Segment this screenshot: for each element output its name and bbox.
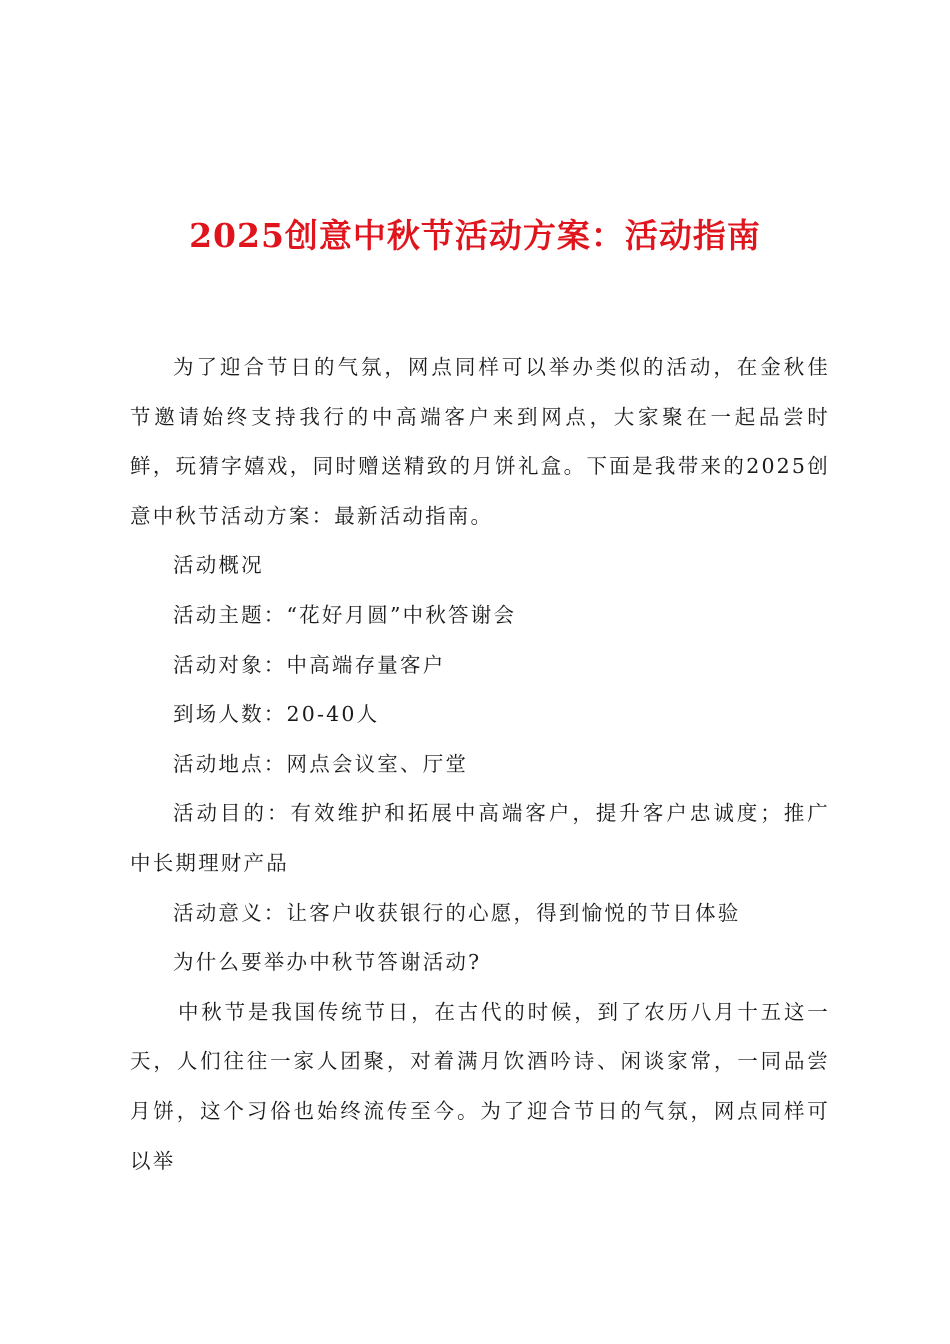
venue-line: 活动地点：网点会议室、厅堂 [173, 751, 469, 776]
overview-heading: 活动概况 [173, 553, 264, 578]
intro-paragraph: 为了迎合节日的气氛，网点同样可以举办类似的活动，在金秋佳节邀请始终支持我行的中高端客户来到网点，大家聚在一起品尝时鲜，玩猜字嬉戏，同时赠送精致的月饼礼盒。下面是我带来的2025创意中秋节活动方案：最新活动指南。 [130, 355, 830, 528]
background-paragraph: 中秋节是我国传统节日，在古代的时候，到了农历八月十五这一天，人们往往一家人团聚，对着满月饮酒吟诗、闲谈家常，一同品尝月饼，这个习俗也始终流传至今。为了迎合节日的气氛，网点同样可以举 [130, 999, 830, 1173]
significance-line: 活动意义：让客户收获银行的心愿，得到愉悦的节日体验 [173, 900, 741, 925]
why-heading: 为什么要举办中秋节答谢活动? [173, 950, 482, 975]
document-title: 2025创意中秋节活动方案：活动指南 [189, 216, 761, 255]
document-body [130, 343, 830, 1186]
purpose-paragraph: 活动目的：有效维护和拓展中高端客户，提升客户忠诚度；推广中长期理财产品 [130, 801, 830, 875]
audience-line: 活动对象：中高端存量客户 [173, 652, 446, 677]
theme-line: 活动主题：“花好月圆”中秋答谢会 [173, 602, 517, 627]
attendance-line: 到场人数：20-40人 [173, 702, 380, 727]
